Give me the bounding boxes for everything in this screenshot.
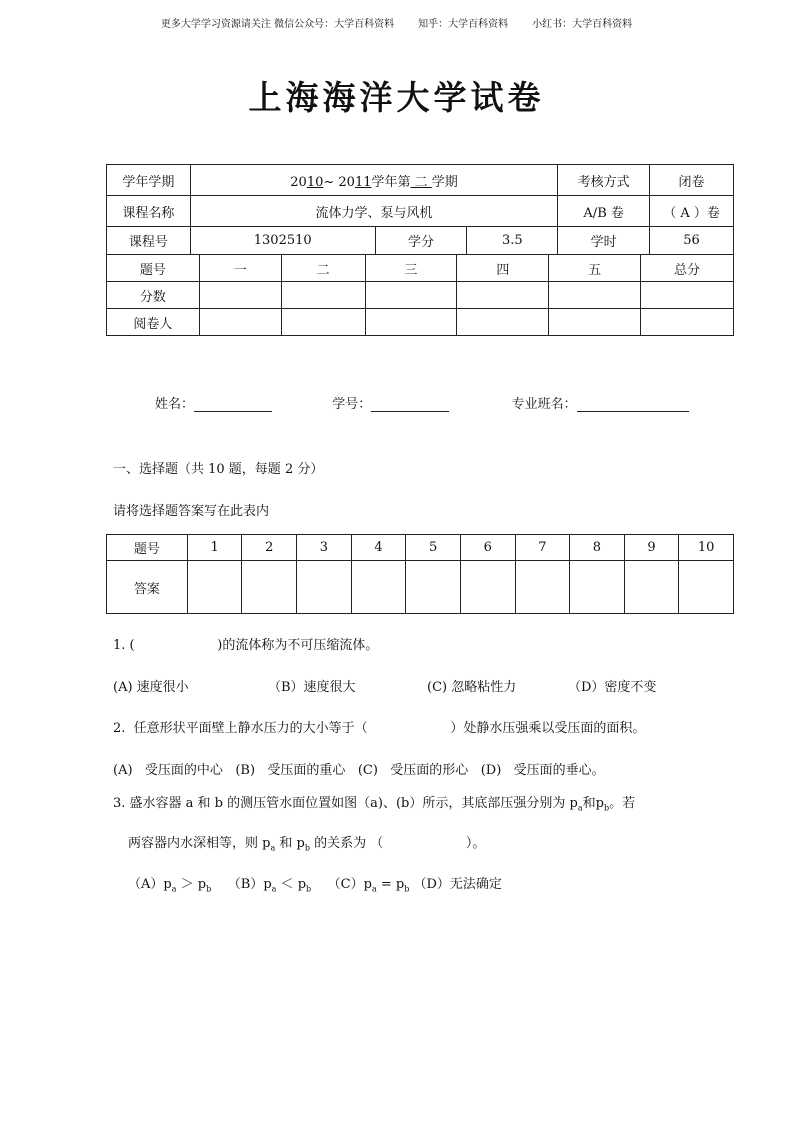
code-value: 1302510 [190, 227, 375, 255]
header-text: 更多大学学习资源请关注 微信公众号：大学百科资料 [160, 19, 395, 30]
id-field[interactable] [371, 399, 449, 412]
question-1: 1. ( )的流体称为不可压缩流体。 [113, 638, 379, 653]
section-heading: 一、选择题（共 10 题，每题 2 分） [113, 462, 324, 477]
score-header: 二 [281, 255, 365, 282]
student-info [155, 393, 689, 412]
q1-option-a: (A) 速度很小 [113, 680, 189, 695]
grader-cell[interactable] [199, 309, 281, 336]
answer-number: 2 [242, 535, 297, 561]
grader-cell[interactable] [281, 309, 365, 336]
score-cell[interactable] [281, 282, 365, 309]
course-label: 课程名称 [107, 196, 191, 227]
score-header: 五 [549, 255, 641, 282]
exam-type-value: 闭卷 [650, 165, 734, 196]
answer-cell[interactable] [515, 561, 570, 614]
answer-cell[interactable] [187, 561, 242, 614]
answer-number: 7 [515, 535, 570, 561]
answer-number: 6 [460, 535, 515, 561]
name-label: 姓名： [155, 397, 195, 412]
answer-table [106, 534, 734, 614]
credit-label: 学分 [375, 227, 467, 255]
header-text: 小红书：大学百科资料 [532, 19, 633, 30]
answer-row-label: 答案 [107, 561, 188, 614]
grader-cell[interactable] [641, 309, 734, 336]
answer-number: 1 [187, 535, 242, 561]
course-value: 流体力学、泵与风机 [190, 196, 557, 227]
grader-row-label: 阅卷人 [107, 309, 200, 336]
answer-number: 4 [351, 535, 406, 561]
answer-cell[interactable] [570, 561, 625, 614]
grader-cell[interactable] [457, 309, 549, 336]
q3-options: $(A)p_a > p_b$ $(B)p_a < p_b$ $(C)p_a = p_b$ （D）无法确定 [128, 877, 502, 894]
answer-number: 10 [679, 535, 734, 561]
page-header [0, 15, 793, 30]
term-value: 2010~ 2011学年第 二 学期 [190, 165, 557, 196]
answer-header: 题号 [107, 535, 188, 561]
grader-cell[interactable] [365, 309, 457, 336]
answer-number: 5 [406, 535, 461, 561]
id-label: 学号： [332, 397, 372, 412]
header-text: 知乎：大学百科资料 [418, 19, 509, 30]
q1-option-b: （B）速度很大 [268, 680, 356, 695]
q1-option-c: (C) 忽略粘性力 [427, 680, 517, 695]
score-header: 一 [199, 255, 281, 282]
answer-cell[interactable] [679, 561, 734, 614]
class-label: 专业班名： [511, 397, 577, 412]
name-field[interactable] [194, 399, 272, 412]
score-row-label: 分数 [107, 282, 200, 309]
exam-info-table [106, 164, 734, 255]
ab-label: A/B 卷 [558, 196, 650, 227]
question-2: 2. 任意形状平面壁上静水压力的大小等于（ ）处静水压强乘以受压面的面积。 [113, 721, 646, 736]
class-field[interactable] [577, 399, 689, 412]
term-label: 学年学期 [107, 165, 191, 196]
hours-label: 学时 [558, 227, 650, 255]
answer-cell[interactable] [242, 561, 297, 614]
answer-cell[interactable] [624, 561, 679, 614]
question-3: 3. 盛水容器 a 和 b 的测压管水面位置如图（a)、(b）所示，其底部压强分别为 $p_a$和$p_b$。若 [113, 796, 636, 813]
code-label: 课程号 [107, 227, 191, 255]
score-cell[interactable] [199, 282, 281, 309]
q1-option-d: （D）密度不变 [568, 680, 657, 695]
page-title: 上海海洋大学试卷 [248, 78, 545, 117]
score-header: 三 [365, 255, 457, 282]
section-instruction: 请将选择题答案写在此表内 [113, 504, 270, 519]
score-cell[interactable] [549, 282, 641, 309]
score-header: 题号 [107, 255, 200, 282]
answer-number: 9 [624, 535, 679, 561]
score-cell[interactable] [365, 282, 457, 309]
score-cell[interactable] [457, 282, 549, 309]
score-table [106, 254, 734, 336]
score-header: 四 [457, 255, 549, 282]
question-3-line2: 两容器内水深相等，则 $p_a$ 和 $p_b$ 的关系为 （ ）。 [128, 836, 486, 853]
score-header: 总分 [641, 255, 734, 282]
answer-number: 3 [297, 535, 352, 561]
ab-value: （ A ）卷 [650, 196, 734, 227]
credit-value: 3.5 [467, 227, 558, 255]
hours-value: 56 [650, 227, 734, 255]
grader-cell[interactable] [549, 309, 641, 336]
exam-type-label: 考核方式 [558, 165, 650, 196]
score-cell[interactable] [641, 282, 734, 309]
answer-cell[interactable] [351, 561, 406, 614]
answer-cell[interactable] [460, 561, 515, 614]
answer-cell[interactable] [406, 561, 461, 614]
q2-options: (A) 受压面的中心 (B) 受压面的重心 (C) 受压面的形心 (D) 受压面的垂心。 [113, 763, 605, 778]
answer-number: 8 [570, 535, 625, 561]
answer-cell[interactable] [297, 561, 352, 614]
